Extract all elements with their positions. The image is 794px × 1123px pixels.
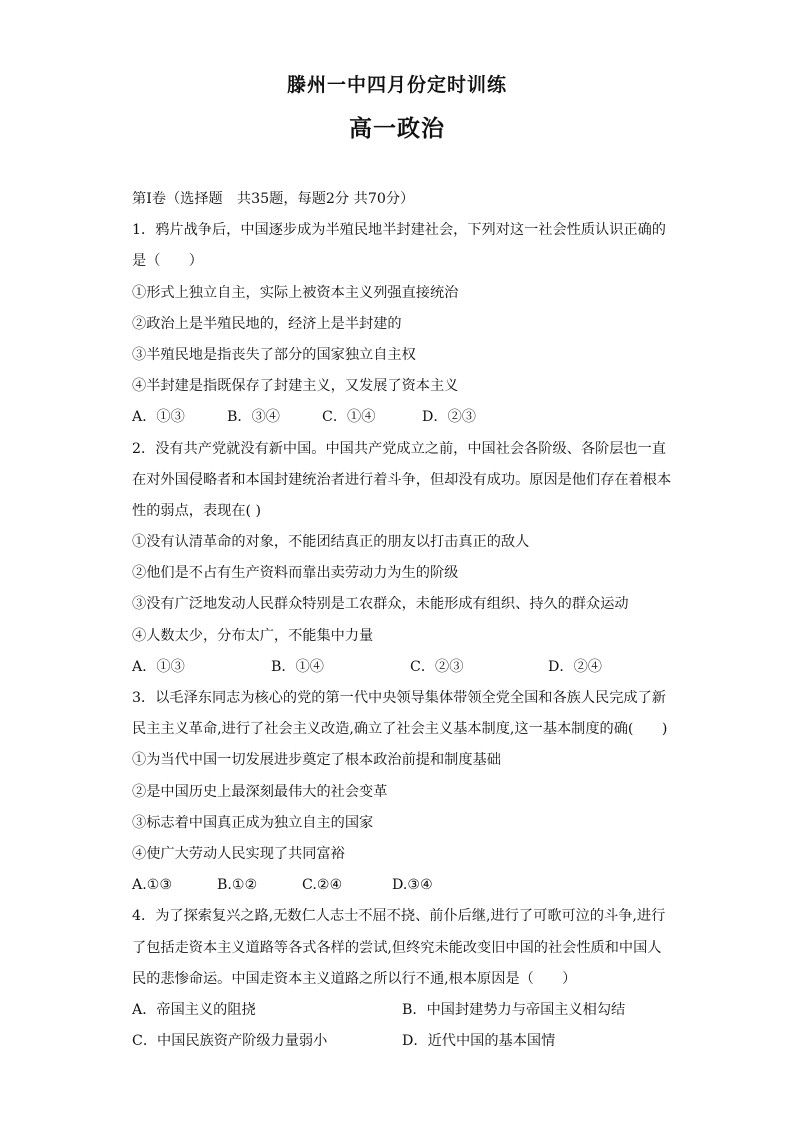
subject-title: 高一政治 [349, 115, 445, 142]
option-a[interactable]: A．①③ [132, 409, 185, 426]
question-stem-line: 民主主义革命,进行了社会主义改造,确立了社会主义基本制度,这一基本制度的确( ) [132, 721, 668, 738]
statement: ④使广大劳动人民实现了共同富裕 [132, 845, 345, 862]
question-stem-line: 是（ ） [132, 253, 203, 270]
question-stem-line: 性的弱点，表现在( ) [132, 502, 262, 519]
option-d[interactable]: D.③④ [392, 877, 433, 894]
option-c[interactable]: C．②③ [410, 658, 464, 675]
option-d[interactable]: D．②④ [548, 658, 602, 675]
option-c[interactable]: C．中国民族资产阶级力量弱小 [132, 1033, 328, 1050]
statement: ④人数太少，分布太广，不能集中力量 [132, 627, 374, 644]
answer-options [132, 995, 672, 1026]
statement: ②他们是不占有生产资料而靠出卖劳动力为生的阶级 [132, 565, 459, 582]
option-a[interactable]: A．帝国主义的阻挠 [132, 1001, 256, 1018]
question-stem-line: 民的悲惨命运。中国走资本主义道路之所以行不通,根本原因是（ ） [132, 970, 577, 987]
statement: ③没有广泛地发动人民群众特别是工农群众，未能形成有组织、持久的群众运动 [132, 596, 629, 613]
question-2 [132, 434, 672, 684]
question-stem-line: 2．没有共产党就没有新中国。中国共产党成立之前，中国社会各阶级、各阶层也一直 [132, 440, 666, 457]
question-stem-line: 在对外国侵略者和本国封建统治者进行着斗争，但却没有成功。原因是他们存在着根本 [132, 471, 672, 488]
question-stem-line: 4．为了探索复兴之路,无数仁人志士不屈不挠、前仆后继,进行了可歌可泣的斗争,进行 [132, 908, 666, 925]
option-c[interactable]: C.②④ [302, 877, 343, 894]
answer-options [132, 402, 672, 433]
section-heading: 第Ⅰ卷（选择题 共35题，每题2分 共70分） [132, 191, 415, 207]
statement: ③半殖民地是指丧失了部分的国家独立自主权 [132, 346, 416, 363]
option-a[interactable]: A.①③ [132, 877, 173, 894]
statement: ③标志着中国真正成为独立自主的国家 [132, 814, 374, 831]
question-stem-line: 1．鸦片战争后，中国逐步成为半殖民地半封建社会，下列对这一社会性质认识正确的 [132, 222, 666, 239]
statement: ①没有认清革命的对象，不能团结真正的朋友以打击真正的敌人 [132, 534, 530, 551]
answer-options [132, 1026, 672, 1057]
option-b[interactable]: B．①④ [271, 658, 324, 675]
option-b[interactable]: B．③④ [227, 409, 280, 426]
question-stem-line: 了包括走资本主义道路等各式各样的尝试,但终究未能改变旧中国的社会性质和中国人 [132, 939, 662, 956]
exam-content [132, 184, 672, 1057]
statement: ②是中国历史上最深刻最伟大的社会变革 [132, 783, 388, 800]
option-d[interactable]: D．近代中国的基本国情 [402, 1033, 556, 1050]
statement: ①为当代中国一切发展进步奠定了根本政治前提和制度基础 [132, 752, 501, 769]
statement: ①形式上独立自主，实际上被资本主义列强直接统治 [132, 284, 459, 301]
answer-options [132, 870, 672, 901]
answer-options [132, 652, 672, 683]
question-1 [132, 215, 672, 433]
question-3 [132, 683, 672, 901]
option-b[interactable]: B.①② [217, 877, 258, 894]
statement: ④半封建是指既保存了封建主义，又发展了资本主义 [132, 378, 459, 395]
statement: ②政治上是半殖民地的，经济上是半封建的 [132, 315, 402, 332]
question-stem-line: 3．以毛泽东同志为核心的党的第一代中央领导集体带领全党全国和各族人民完成了新 [132, 690, 666, 706]
question-4 [132, 901, 672, 1057]
option-a[interactable]: A．①③ [132, 658, 185, 675]
option-d[interactable]: D．②③ [422, 409, 476, 426]
option-c[interactable]: C．①④ [322, 409, 376, 426]
option-b[interactable]: B．中国封建势力与帝国主义相勾结 [402, 1001, 626, 1018]
school-title: 滕州一中四月份定时训练 [286, 74, 507, 96]
